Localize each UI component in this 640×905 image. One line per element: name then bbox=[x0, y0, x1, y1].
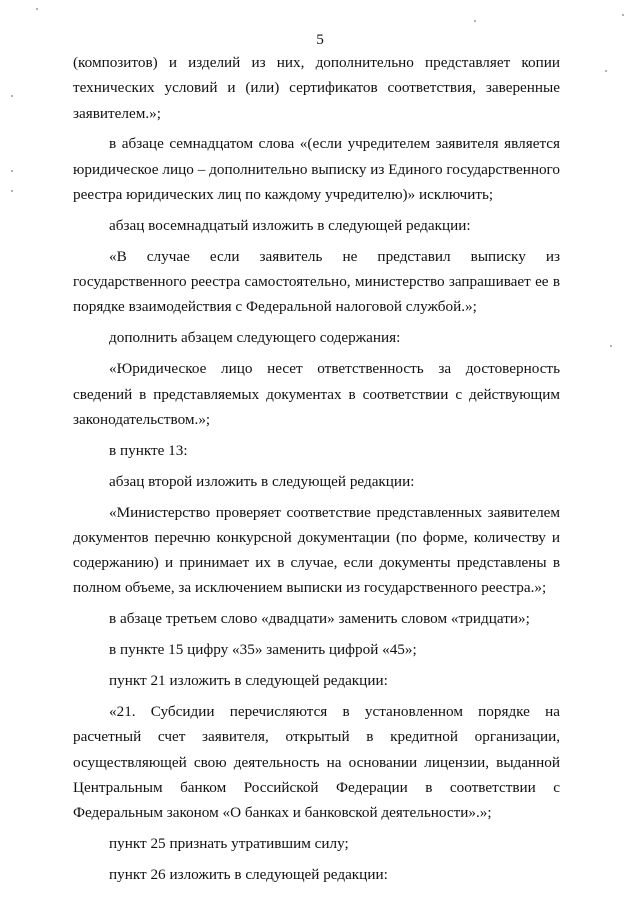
page-number: 5 bbox=[316, 31, 324, 48]
paragraph: в пункте 15 цифру «35» заменить цифрой «45»; bbox=[109, 641, 417, 659]
paragraph: «21. Субсидии перечисляются в установленном порядке на расчетный счет заявителя, открытый в кредитной организации, осуществляющей свою деятельность на основании лицензии, выданной Центральным банком Российской Федерации в соответствии с Федеральным законом «О банках и банковской деятельности».»; bbox=[73, 702, 560, 822]
scan-speck bbox=[11, 190, 13, 192]
scan-speck bbox=[605, 70, 607, 72]
paragraph: пункт 25 признать утратившим силу; bbox=[109, 835, 349, 853]
scan-speck bbox=[36, 8, 38, 10]
paragraph: «Юридическое лицо несет ответственность за достоверность сведений в представляемых документах в соответствии с действующим законодательством.»; bbox=[73, 360, 560, 428]
paragraph: пункт 21 изложить в следующей редакции: bbox=[109, 672, 388, 690]
scan-speck bbox=[610, 345, 612, 347]
scan-speck bbox=[11, 95, 13, 97]
scan-speck bbox=[622, 14, 624, 16]
paragraph: абзац восемнадцатый изложить в следующей редакции: bbox=[109, 216, 471, 234]
document-body bbox=[73, 50, 560, 887]
paragraph: в пункте 13: bbox=[109, 441, 188, 459]
paragraph: абзац второй изложить в следующей редакции: bbox=[109, 472, 415, 490]
paragraph: пункт 26 изложить в следующей редакции: bbox=[109, 865, 388, 883]
paragraph: «В случае если заявитель не представил выписку из государственного реестра самостоятельно, министерство запрашивает ее в порядке взаимодействия с Федеральной налоговой службой.»; bbox=[73, 247, 560, 316]
paragraph: дополнить абзацем следующего содержания: bbox=[109, 329, 401, 347]
paragraph: в абзаце семнадцатом слова «(если учредителем заявителя является юридическое лицо – дополнительно выписку из Единого государственного реестра юридических лиц по каждому учредителю)» исключить; bbox=[73, 135, 560, 204]
scan-speck bbox=[11, 170, 13, 172]
paragraph: «Министерство проверяет соответствие представленных заявителем документов перечню конкурсной документации (по форме, количеству и содержанию) и принимает их в случае, если документы представлены в полном объеме, за исключением выписки из государственного реестра.»; bbox=[73, 503, 560, 597]
paragraph: в абзаце третьем слово «двадцати» заменить словом «тридцати»; bbox=[109, 610, 530, 628]
scan-speck bbox=[474, 20, 476, 22]
paragraph: (композитов) и изделий из них, дополнительно представляет копии технических условий и (или) сертификатов соответствия, заверенные заявителем.»; bbox=[73, 54, 560, 122]
